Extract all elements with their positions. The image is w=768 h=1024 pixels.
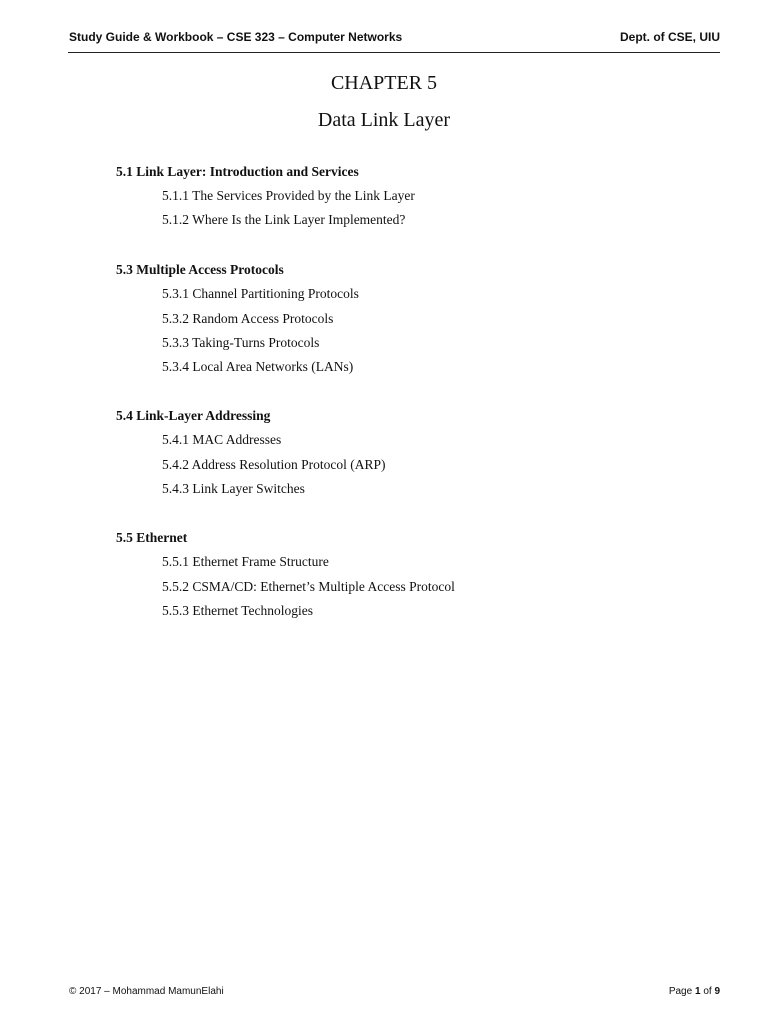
- toc-item-5-3-1: 5.3.1 Channel Partitioning Protocols: [162, 286, 359, 301]
- toc-item-5-1-2: 5.1.2 Where Is the Link Layer Implemented?: [162, 212, 406, 227]
- chapter-title: Data Link Layer: [317, 109, 451, 131]
- toc-section-5-5: 5.5 Ethernet: [116, 530, 188, 545]
- toc-item-5-3-3: 5.3.3 Taking-Turns Protocols: [162, 335, 320, 350]
- toc-item-5-4-3: 5.4.3 Link Layer Switches: [162, 481, 305, 496]
- chapter-number: CHAPTER 5: [330, 72, 438, 94]
- page-header: [68, 28, 720, 53]
- toc-section-5-3: 5.3 Multiple Access Protocols: [116, 262, 284, 277]
- toc-item-5-5-2: 5.5.2 CSMA/CD: Ethernet’s Multiple Access Protocol: [162, 579, 455, 594]
- page-current: 1: [694, 986, 701, 997]
- page-prefix: Page: [668, 986, 693, 997]
- toc-item-5-5-1: 5.5.1 Ethernet Frame Structure: [162, 554, 329, 569]
- toc-section-5-1: 5.1 Link Layer: Introduction and Services: [116, 164, 359, 179]
- page-of: of: [703, 986, 712, 997]
- header-department: Dept. of CSE, UIU: [619, 30, 720, 44]
- page-total: 9: [714, 986, 720, 997]
- toc-item-5-1-1: 5.1.1 The Services Provided by the Link Layer: [162, 188, 415, 203]
- toc-item-5-4-1: 5.4.1 MAC Addresses: [162, 432, 282, 447]
- toc-item-5-5-3: 5.5.3 Ethernet Technologies: [162, 603, 314, 618]
- footer-copyright: © 2017 – Mohammad MamunElahi: [69, 986, 224, 997]
- header-course-title: Study Guide & Workbook – CSE 323 – Computer Networks: [69, 30, 403, 44]
- toc-item-5-4-2: 5.4.2 Address Resolution Protocol (ARP): [162, 457, 386, 472]
- toc-item-5-3-2: 5.3.2 Random Access Protocols: [162, 311, 334, 326]
- toc-item-5-3-4: 5.3.4 Local Area Networks (LANs): [162, 359, 354, 374]
- toc-section-5-4: 5.4 Link-Layer Addressing: [116, 408, 271, 423]
- page-number: [669, 986, 720, 997]
